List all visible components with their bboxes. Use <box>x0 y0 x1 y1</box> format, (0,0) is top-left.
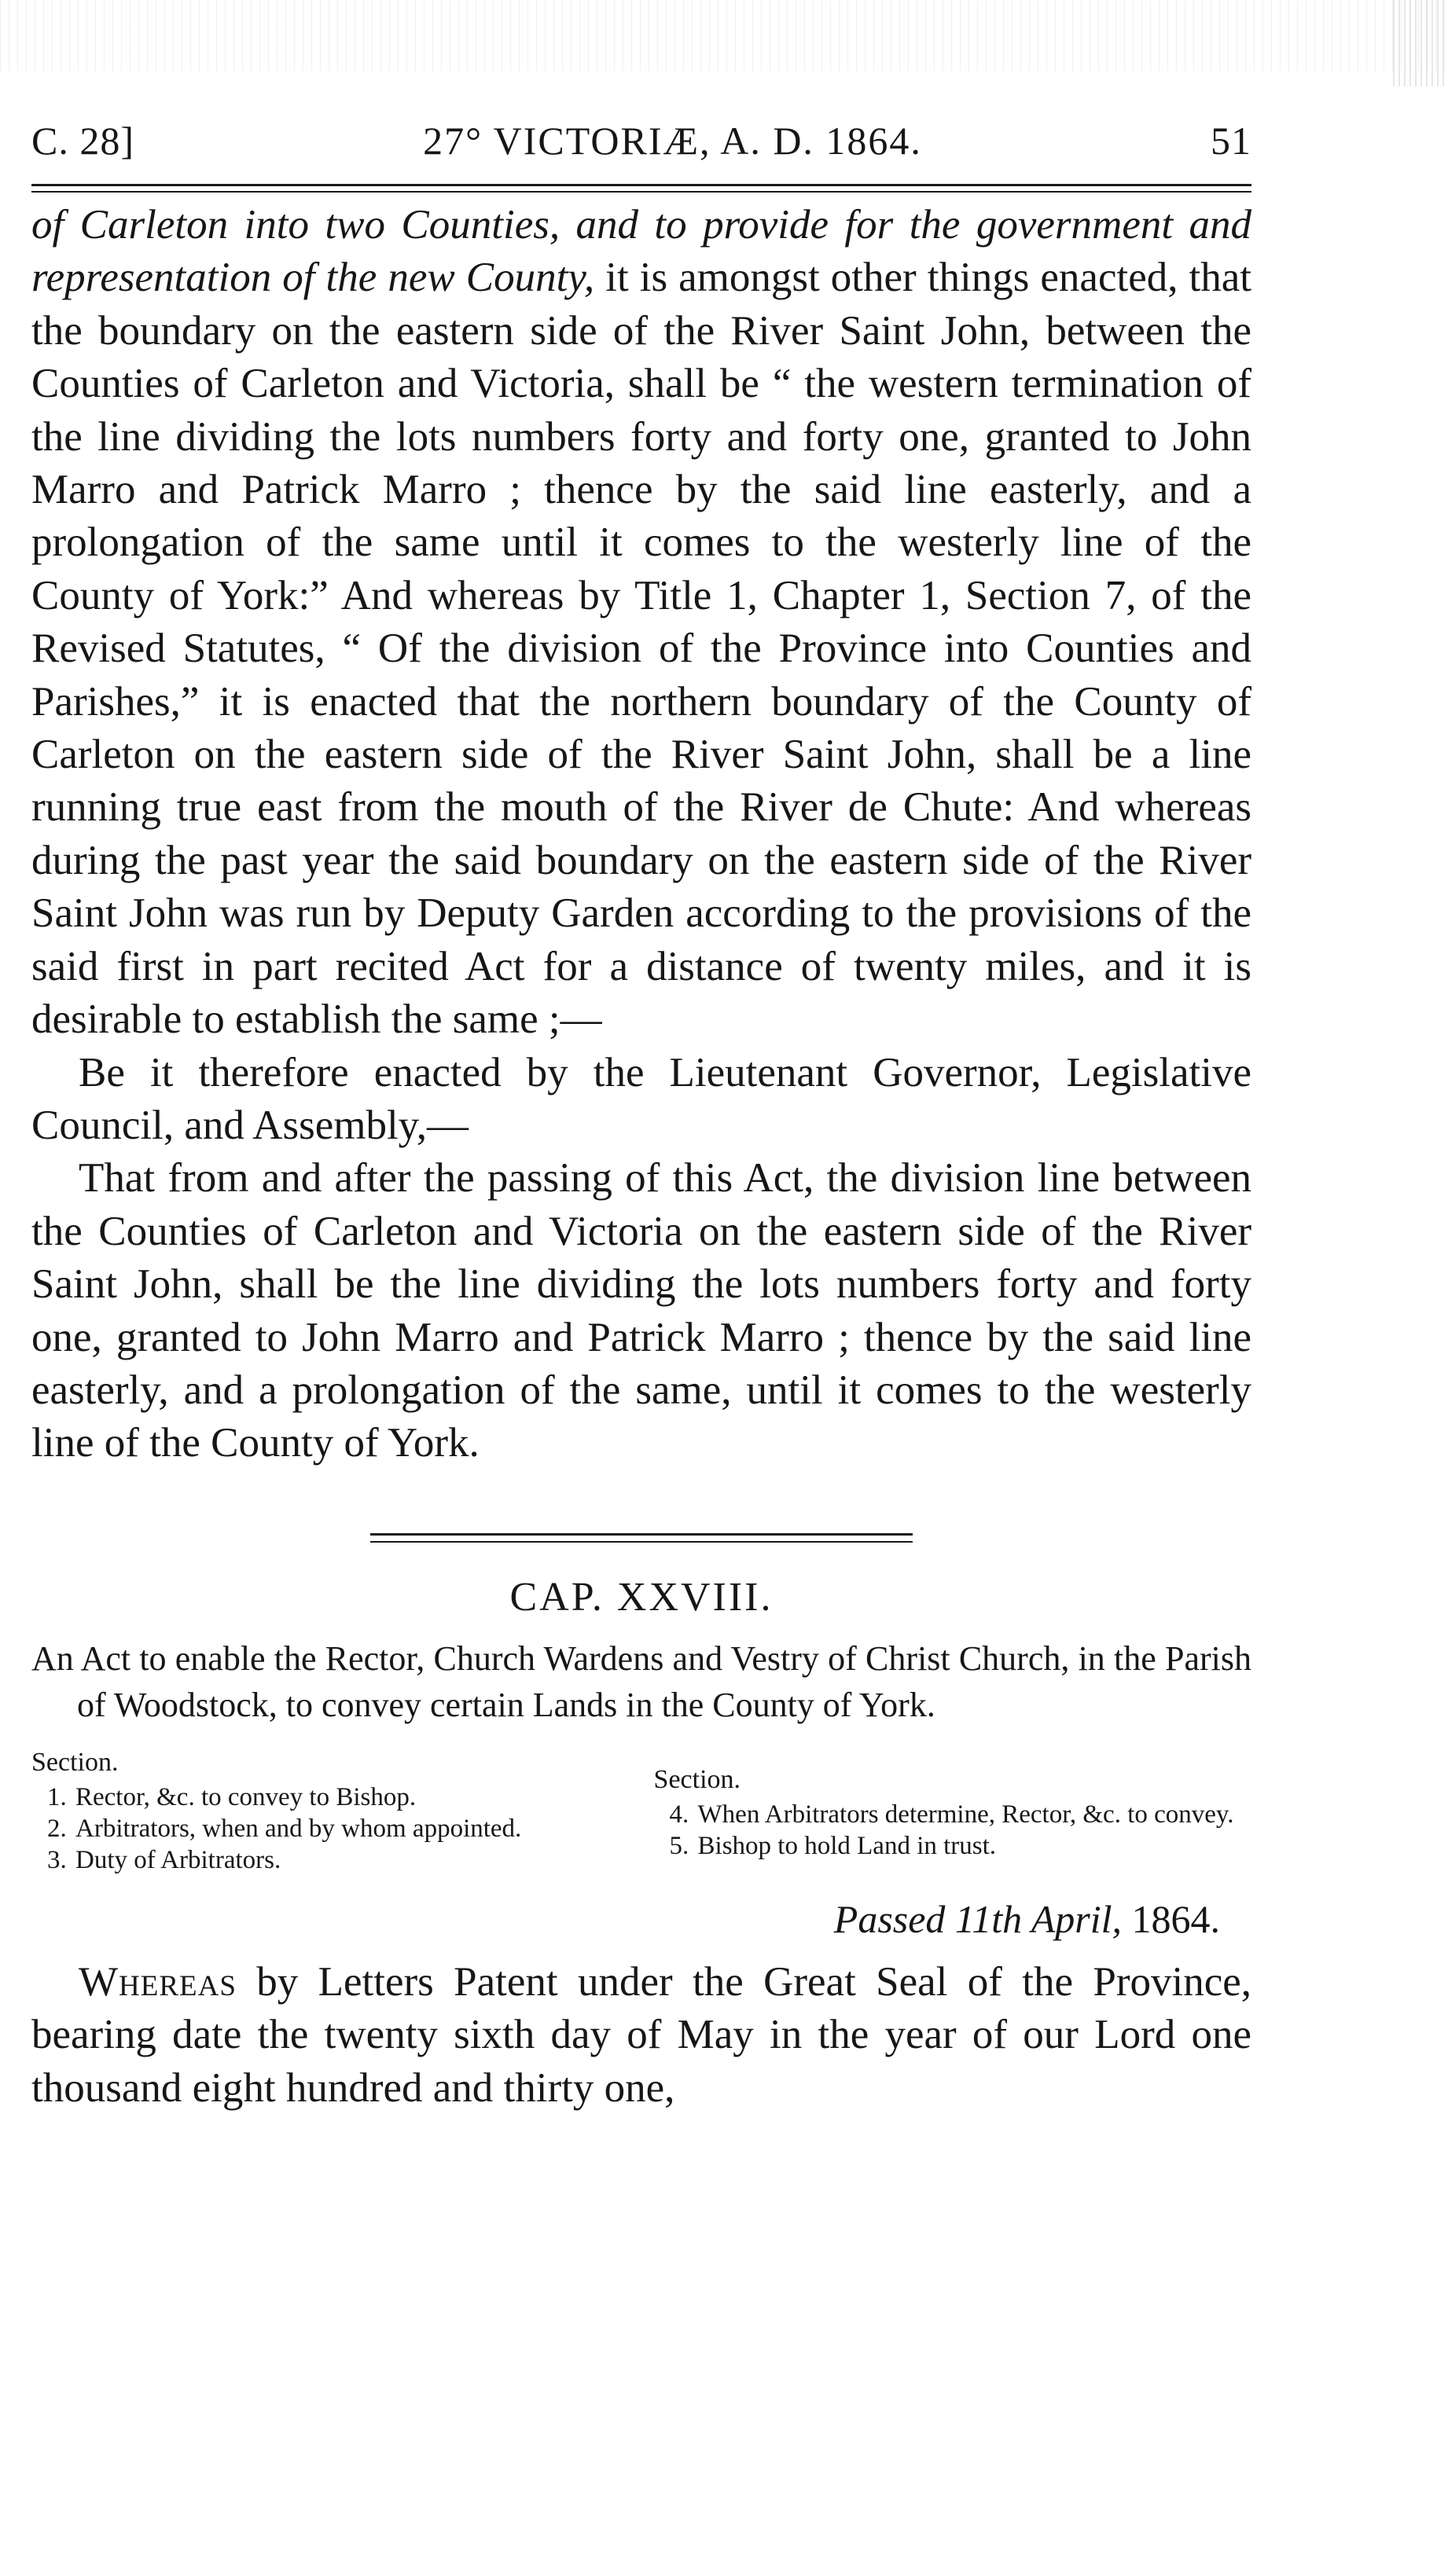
enacting-clause: Be it therefore enacted by the Lieutenant Governor, Legislative Council, and Assembly,— <box>31 1049 1251 1148</box>
running-header <box>31 118 1251 173</box>
passed-date <box>31 1896 1251 1945</box>
header-rule <box>31 184 1251 193</box>
scan-noise-top <box>0 0 1448 71</box>
chapter-reference: C. 28] <box>31 119 134 163</box>
scan-noise-edge <box>1393 0 1448 86</box>
section-list-left <box>31 1783 605 1874</box>
passed-date-italic: Passed 11th April, <box>833 1896 1122 1941</box>
recital-lead-word: Whereas <box>79 1958 237 2005</box>
section-description: Bishop to hold Land in trust. <box>697 1831 997 1860</box>
preamble-paragraph <box>31 199 1251 1047</box>
section-description: When Arbitrators determine, Rector, &c. to convey. <box>697 1800 1234 1829</box>
section-index-heading: Section. <box>31 1747 119 1777</box>
recital-paragraph <box>31 1956 1251 2115</box>
document-page <box>31 118 1251 2115</box>
section-index-right <box>654 1749 1251 1877</box>
section-number: 5. <box>669 1831 689 1860</box>
section-number: 3. <box>47 1845 67 1874</box>
section-description: Arbitrators, when and by whom appointed. <box>75 1814 522 1843</box>
section-list-right <box>654 1800 1251 1860</box>
section-index-item <box>31 1846 605 1874</box>
section-description: Rector, &c. to convey to Bishop. <box>75 1782 417 1811</box>
preamble-italic-text: of Carleton into two Counties, and to provide for the government and representation of the new County, <box>31 202 1251 301</box>
section-index-left <box>31 1749 605 1877</box>
section-divider-rule <box>370 1533 913 1543</box>
section-index-item <box>31 1783 605 1811</box>
section-number: 1. <box>47 1782 67 1811</box>
section-index-item <box>654 1832 1251 1860</box>
section-number: 4. <box>669 1800 689 1829</box>
act-body <box>31 199 1251 1470</box>
header-title: 27° VICTORIÆ, A. D. 1864. <box>423 119 922 163</box>
section-number: 2. <box>47 1814 67 1843</box>
cap-heading: CAP. XXVIII. <box>509 1574 774 1620</box>
section-description: Duty of Arbitrators. <box>75 1845 281 1874</box>
section-index <box>31 1749 1251 1877</box>
recital-text: by Letters Patent under the Great Seal of the Province, bearing date the twenty sixth day of May in the year of our Lord one thousand eight hundred and thirty one, <box>31 1958 1251 2111</box>
section-index-item <box>654 1800 1251 1829</box>
operative-paragraph: That from and after the passing of this Act, the division line between the Counties of Carleton and Victoria on the eastern side of the River Saint John, shall be the line dividing the lots numbers forty and forty one, granted to John Marro and Patrick Marro ; thence by the said line easterly, and a prolongation of the same, until it comes to the westerly line of the County of York. <box>31 1155 1251 1466</box>
preamble-text: it is amongst other things enacted, that the boundary on the eastern side of the River Saint John, between the Counties of Carleton and Victoria, shall be “ the western termination of the line dividing the lots numbers forty and forty one, granted to John Marro and Patrick Marro ; thence by the said line easterly, and a prolongation of the same until it comes to the westerly line of the County of York:” And whereas by Title 1, Chapter 1, Section 7, of the Revised Statutes, “ Of the division of the Province into Counties and Parishes,” it is enacted that the northern boundary of the County of Carleton on the eastern side of the River Saint John, shall be a line running true east from the mouth of the River de Chute: And whereas during the past year the said boundary on the eastern side of the River Saint John was run by Deputy Garden according to the provisions of the said first in part recited Act for a distance of twenty miles, and it is desirable to establish the same ;— <box>31 255 1251 1043</box>
act-title: An Act to enable the Rector, Church Wardens and Vestry of Christ Church, in the Parish of Woodstock, to convey certain Lands in the County of York. <box>31 1638 1251 1724</box>
page-number: 51 <box>1211 119 1251 163</box>
passed-year: 1864. <box>1122 1896 1220 1941</box>
section-index-item <box>31 1815 605 1843</box>
section-index-heading: Section. <box>653 1764 741 1794</box>
